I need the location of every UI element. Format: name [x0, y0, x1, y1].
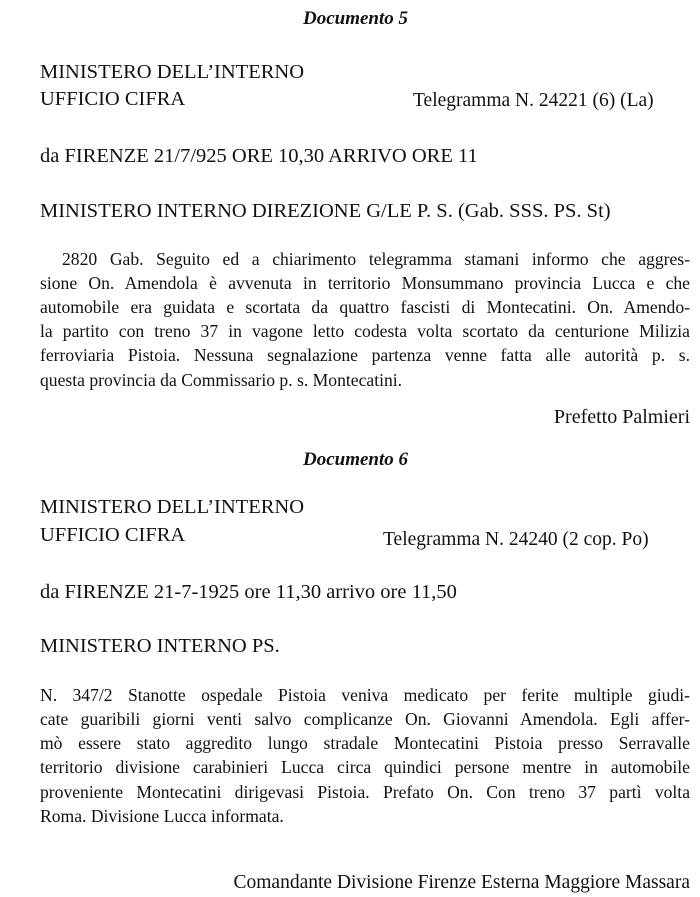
- office-name: UFFICIO CIFRA: [40, 524, 186, 546]
- document-heading: Documento 5: [303, 8, 409, 29]
- body-line: 2820 Gab. Seguito ed a chiarimento telegramma stamani informo che aggres-: [62, 249, 690, 269]
- recipient-line: MINISTERO INTERNO PS.: [40, 635, 280, 657]
- body-line: la partito con treno 37 in vagone letto codesta volta scortato da centurione Milizia: [40, 321, 690, 341]
- office-name: UFFICIO CIFRA: [40, 88, 186, 110]
- telegram-number: Telegramma N. 24240 (2 cop. Po): [383, 529, 649, 550]
- sender-line: da FIRENZE 21-7-1925 ore 11,30 arrivo ore 11,50: [40, 581, 457, 603]
- telegram-number: Telegramma N. 24221 (6) (La): [413, 90, 654, 111]
- body-line: automobile era guidata e scortata da quattro fascisti di Montecatini. On. Amendo-: [40, 297, 690, 317]
- body-line: sione On. Amendola è avvenuta in territorio Monsummano provincia Lucca e che: [40, 273, 690, 293]
- body-line: proveniente Montecatini dirigevasi Pistoia. Prefato On. Con treno 37 partì volta: [40, 782, 690, 802]
- body-line: cate guaribili giorni venti salvo complicanze On. Giovanni Amendola. Egli affer-: [40, 709, 690, 729]
- body-line: N. 347/2 Stanotte ospedale Pistoia veniva medicato per ferite multiple giudi-: [40, 685, 690, 705]
- recipient-line: MINISTERO INTERNO DIREZIONE G/LE P. S. (Gab. SSS. PS. St): [40, 200, 611, 222]
- body-line: Roma. Divisione Lucca informata.: [40, 806, 284, 826]
- body-line: mò essere stato aggredito lungo stradale Montecatini Pistoia presso Serravalle: [40, 733, 690, 753]
- signature: Comandante Divisione Firenze Esterna Maggiore Massara: [233, 872, 690, 893]
- body-line: questa provincia da Commissario p. s. Montecatini.: [40, 370, 403, 390]
- signature: Prefetto Palmieri: [553, 406, 690, 428]
- ministry-name: MINISTERO DELL’INTERNO: [40, 496, 305, 518]
- sender-line: da FIRENZE 21/7/925 ORE 10,30 ARRIVO ORE 11: [40, 145, 478, 167]
- ministry-name: MINISTERO DELL’INTERNO: [40, 61, 305, 83]
- body-line: ferroviaria Pistoia. Nessuna segnalazione partenza venne fatta alle autorità p. s.: [40, 345, 690, 365]
- document-heading: Documento 6: [303, 449, 409, 470]
- body-line: territorio divisione carabinieri Lucca circa quindici persone mentre in automobile: [40, 757, 690, 777]
